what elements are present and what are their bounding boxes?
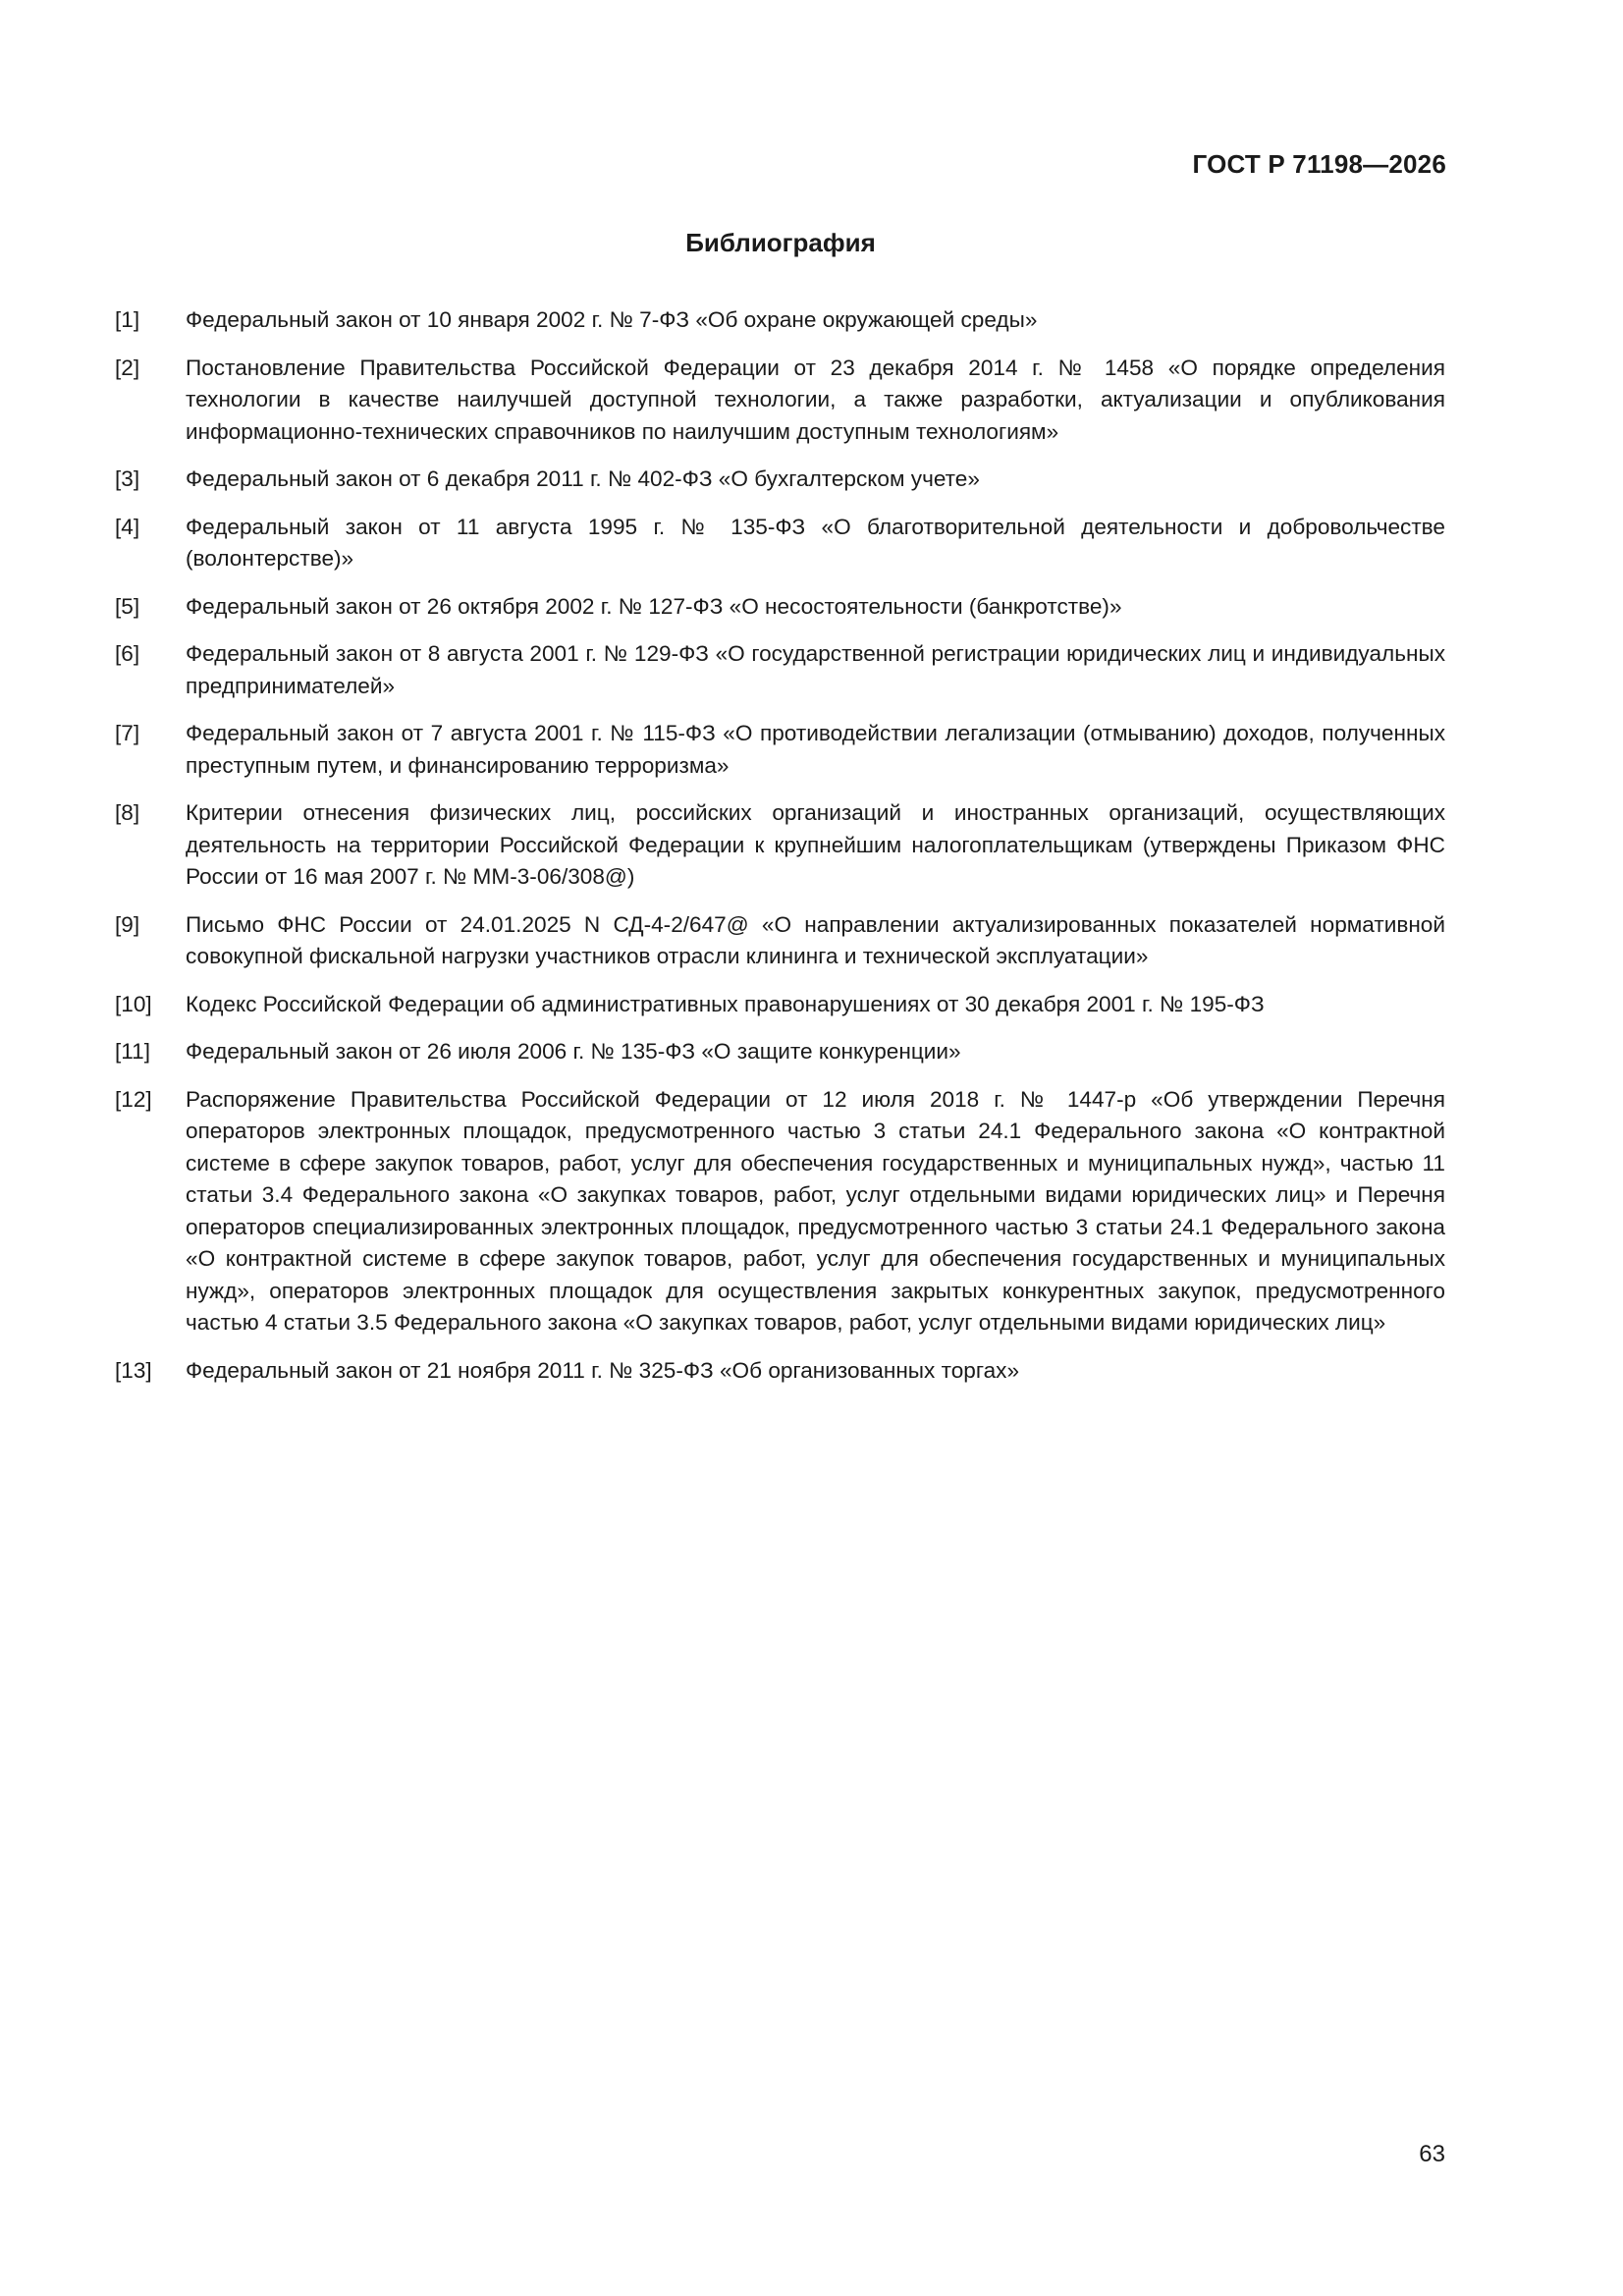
reference-item-7	[115, 718, 1445, 782]
reference-number: [3]	[115, 466, 140, 491]
reference-number: [9]	[115, 911, 140, 937]
bibliography-list	[115, 304, 1445, 1402]
reference-item-4	[115, 512, 1445, 575]
reference-text: Распоряжение Правительства Российской Федерации от 12 июля 2018 г. № 1447-р «Об утверждении Перечня операторов электронных площадок, предусмотренного частью 3 статьи 24.1 Федерального закона «О контрактной системе в сфере закупок товаров, работ, услуг для обеспечения государственных и муниципальных нужд», частью 11 статьи 3.4 Федерального закона «О закупках товаров, работ, услуг отдельными видами юридических лиц» и Перечня операторов специализированных электронных площадок, предусмотренного частью 3 статьи 24.1 Федерального закона «О контрактной системе в сфере закупок товаров, работ, услуг для обеспечения государственных и муниципальных нужд», операторов электронных площадок для осуществления закрытых конкурентных закупок, предусмотренного частью 4 статьи 3.5 Федерального закона «О закупках товаров, работ, услуг отдельными видами юридических лиц»	[186, 1086, 1445, 1335]
reference-text: Федеральный закон от 7 августа 2001 г. № 115-ФЗ «О противодействии легализации (отмыванию) доходов, полученных преступным путем, и финансированию терроризма»	[186, 721, 1445, 778]
reference-number: [8]	[115, 800, 140, 825]
reference-number: [2]	[115, 355, 140, 380]
reference-text: Федеральный закон от 6 декабря 2011 г. № 402-ФЗ «О бухгалтерском учете»	[186, 466, 980, 491]
reference-item-1	[115, 304, 1445, 337]
reference-number: [10]	[115, 991, 152, 1016]
reference-number: [12]	[115, 1086, 152, 1112]
reference-item-5	[115, 591, 1445, 624]
reference-number: [4]	[115, 514, 140, 539]
page-title: Библиография	[685, 228, 876, 257]
page-number: 63	[1419, 2141, 1445, 2167]
reference-text: Федеральный закон от 11 августа 1995 г. № 135-ФЗ «О благотворительной деятельности и добровольчестве (волонтерстве)»	[186, 514, 1445, 571]
reference-item-3	[115, 464, 1445, 496]
reference-item-11	[115, 1036, 1445, 1068]
reference-text: Федеральный закон от 26 октября 2002 г. № 127-ФЗ «О несостоятельности (банкротстве)»	[186, 593, 1122, 619]
reference-number: [13]	[115, 1357, 152, 1383]
reference-item-13	[115, 1355, 1445, 1388]
reference-item-12	[115, 1084, 1445, 1339]
reference-number: [5]	[115, 593, 140, 619]
document-code: ГОСТ Р 71198—2026	[1192, 149, 1446, 179]
reference-text: Критерии отнесения физических лиц, российских организаций и иностранных организаций, осуществляющих деятельность на территории Российской Федерации к крупнейшим налогоплательщикам (утверждены Приказом ФНС России от 16 мая 2007 г. № ММ-3-06/308@)	[186, 800, 1445, 889]
reference-text: Кодекс Российской Федерации об административных правонарушениях от 30 декабря 2001 г. № 195-ФЗ	[186, 991, 1265, 1016]
reference-item-2	[115, 353, 1445, 449]
reference-number: [1]	[115, 307, 140, 332]
reference-text: Федеральный закон от 10 января 2002 г. № 7-ФЗ «Об охране окружающей среды»	[186, 307, 1038, 332]
reference-item-10	[115, 989, 1445, 1021]
reference-item-9	[115, 909, 1445, 973]
reference-text: Федеральный закон от 21 ноября 2011 г. № 325-ФЗ «Об организованных торгах»	[186, 1357, 1020, 1383]
reference-text: Федеральный закон от 26 июля 2006 г. № 135-ФЗ «О защите конкуренции»	[186, 1039, 961, 1064]
reference-number: [6]	[115, 641, 140, 666]
reference-text: Федеральный закон от 8 августа 2001 г. № 129-ФЗ «О государственной регистрации юридических лиц и индивидуальных предпринимателей»	[186, 641, 1445, 698]
reference-text: Постановление Правительства Российской Федерации от 23 декабря 2014 г. № 1458 «О порядке определения технологии в качестве наилучшей доступной технологии, а также разработки, актуализации и опубликования информационно-технических справочников по наилучшим доступным технологиям»	[186, 355, 1445, 444]
reference-text: Письмо ФНС России от 24.01.2025 N СД-4-2/647@ «О направлении актуализированных показателей нормативной совокупной фискальной нагрузки участников отрасли клининга и технической эксплуатации»	[186, 911, 1445, 968]
reference-item-6	[115, 638, 1445, 702]
reference-number: [11]	[115, 1039, 151, 1064]
reference-item-8	[115, 797, 1445, 894]
reference-number: [7]	[115, 721, 140, 745]
